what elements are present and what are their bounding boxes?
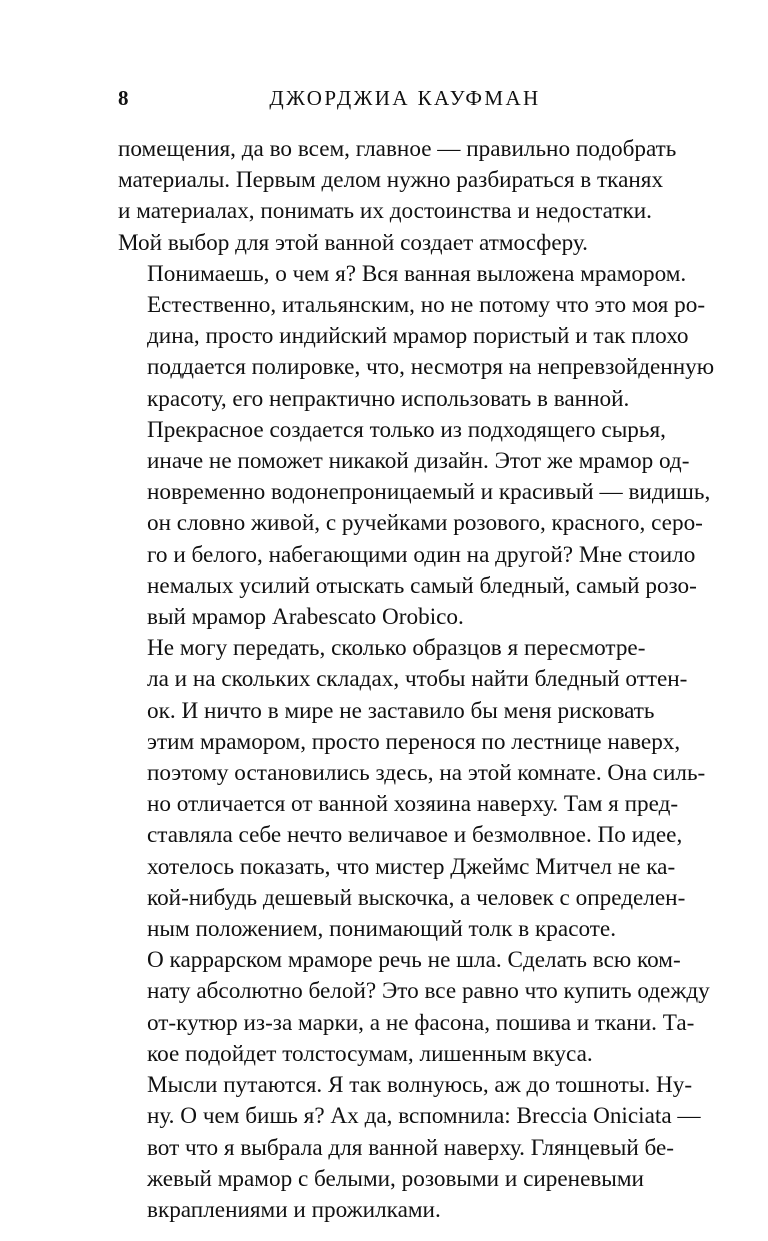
text-line: немалых усилий отыскать самый бледный, самый розо- <box>147 572 697 599</box>
paragraph-1 <box>118 134 693 259</box>
running-head: ДЖОРДЖИА КАУФМАН <box>269 86 541 110</box>
text-line: ным положением, понимающий толк в красоте. <box>147 916 616 943</box>
text-line: нату абсолютно белой? Это все равно что купить одежду <box>147 978 710 1005</box>
text-line: поэтому остановились здесь, на этой комнате. Она силь- <box>147 760 706 787</box>
text-line: Естественно, итальянским, но не потому что это моя ро- <box>147 292 706 319</box>
text-line: но отличается от ванной хозяина наверху. Там я пред- <box>147 791 679 818</box>
text-line: Мысли путаются. Я так волнуюсь, аж до тошноты. Ну- <box>147 1072 693 1099</box>
page-number: 8 <box>118 86 129 110</box>
text-line: ок. И ничто в мире не заставило бы меня рисковать <box>147 697 655 724</box>
text-line: и материалах, понимать их достоинства и недостатки. <box>118 198 652 225</box>
page-header <box>118 84 692 118</box>
text-line: иначе не поможет никакой дизайн. Этот же мрамор од- <box>147 448 690 475</box>
text-line: О каррарском мраморе речь не шла. Сделать всю ком- <box>147 947 681 974</box>
text-line: Не могу передать, сколько образцов я пересмотре- <box>147 635 646 662</box>
text-line: ну. О чем бишь я? Ах да, вспомнила: Breccia Oniciata — <box>147 1103 701 1130</box>
text-line: помещения, да во всем, главное — правильно подобрать <box>118 136 677 162</box>
paragraph-4 <box>118 633 706 945</box>
paragraph-5 <box>118 945 710 1070</box>
text-line: кое подойдет толстосумам, лишенным вкуса. <box>147 1040 593 1067</box>
text-body <box>118 134 715 1226</box>
text-line: он словно живой, с ручейками розового, красного, серо- <box>147 510 703 537</box>
text-line: го и белого, набегающими один на другой? Мне стоило <box>147 541 696 568</box>
paragraph-3 <box>118 415 711 633</box>
text-line: от-кутюр из-за марки, а не фасона, пошива и ткани. Та- <box>147 1009 695 1036</box>
text-line: ла и на скольких складах, чтобы найти бледный оттен- <box>147 666 688 693</box>
text-line: вкраплениями и прожилками. <box>147 1196 441 1223</box>
text-line: ставляла себе нечто величавое и безмолвное. По идее, <box>147 822 683 849</box>
text-line: материалы. Первым делом нужно разбираться в тканях <box>118 167 664 194</box>
text-line: вот что я выбрала для ванной наверху. Глянцевый бе- <box>147 1134 675 1161</box>
text-line: дина, просто индийский мрамор пористый и так плохо <box>147 323 689 350</box>
text-line: красоту, его непрактично использовать в ванной. <box>147 385 630 412</box>
text-line: новременно водонепроницаемый и красивый — видишь, <box>147 479 711 506</box>
text-line: жевый мрамор с белыми, розовыми и сиреневыми <box>147 1165 644 1192</box>
text-line: вый мрамор Arabescato Orobico. <box>147 604 464 631</box>
text-line: Понимаешь, о чем я? Вся ванная выложена мрамором. <box>147 260 687 287</box>
text-line: кой-нибудь дешевый выскочка, а человек с определен- <box>147 884 686 911</box>
text-line: поддается полировке, что, несмотря на непревзойденную <box>147 354 715 381</box>
text-line: Мой выбор для этой ванной создает атмосферу. <box>118 229 588 256</box>
paragraph-6 <box>118 1070 701 1226</box>
paragraph-2 <box>118 259 715 415</box>
text-line: Прекрасное создается только из подходящего сырья, <box>147 416 666 443</box>
text-line: хотелось показать, что мистер Джеймс Митчел не ка- <box>147 853 676 880</box>
text-line: этим мрамором, просто перенося по лестнице наверх, <box>147 728 681 755</box>
